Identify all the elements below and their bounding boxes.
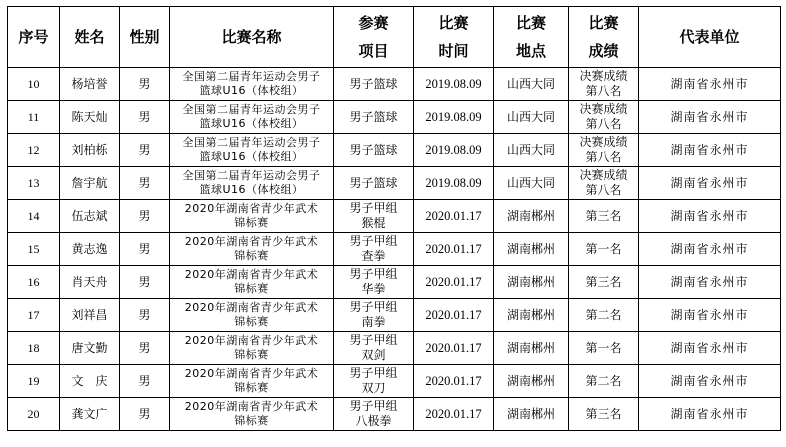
- cell-date: 2019.08.09: [414, 68, 494, 101]
- cell-name: 文 庆: [60, 365, 120, 398]
- cell-name: 杨培誉: [60, 68, 120, 101]
- cell-item: [334, 134, 414, 167]
- cell-result-line: 第八名: [585, 150, 622, 164]
- table-row: [8, 101, 781, 134]
- table-body: [8, 68, 781, 431]
- cell-date: 2019.08.09: [414, 134, 494, 167]
- cell-event-line: 锦标赛: [234, 249, 269, 262]
- cell-name: 黄志逸: [60, 233, 120, 266]
- cell-result: [569, 68, 639, 101]
- cell-date: 2020.01.17: [414, 398, 494, 431]
- cell-item-line: 男子甲组: [349, 201, 398, 215]
- cell-date: 2020.01.17: [414, 332, 494, 365]
- cell-unit: 湖南省永州市: [639, 299, 781, 332]
- header-label: 项目: [358, 42, 389, 60]
- cell-result: [569, 332, 639, 365]
- header-label: 成绩: [588, 42, 619, 60]
- cell-gender: 男: [120, 299, 170, 332]
- cell-result: [569, 167, 639, 200]
- cell-date: 2020.01.17: [414, 233, 494, 266]
- cell-event-line: 篮球U16（体校组）: [199, 183, 304, 196]
- cell-gender: 男: [120, 398, 170, 431]
- cell-no: 10: [8, 68, 60, 101]
- cell-result-line: 第八名: [585, 117, 622, 131]
- cell-gender: 男: [120, 68, 170, 101]
- cell-result: [569, 266, 639, 299]
- cell-event-line: 锦标赛: [234, 414, 269, 427]
- header-label: 地点: [515, 42, 546, 60]
- cell-item-line: 男子篮球: [349, 76, 398, 91]
- cell-result-line: 决赛成绩: [579, 135, 628, 149]
- cell-gender: 男: [120, 365, 170, 398]
- cell-event: [170, 200, 334, 233]
- cell-result: [569, 365, 639, 398]
- header-label: 时间: [438, 42, 469, 60]
- cell-event: [170, 266, 334, 299]
- cell-no: 19: [8, 365, 60, 398]
- cell-result-line: 第一名: [585, 241, 622, 256]
- table-row: [8, 398, 781, 431]
- cell-name: 詹宇航: [60, 167, 120, 200]
- cell-event-line: 锦标赛: [234, 282, 269, 295]
- cell-date: 2020.01.17: [414, 299, 494, 332]
- cell-item-line: 男子篮球: [349, 109, 398, 124]
- cell-item: [334, 200, 414, 233]
- cell-name: 龚文广: [60, 398, 120, 431]
- cell-item-line: 双刀: [361, 381, 386, 395]
- cell-event-line: 锦标赛: [234, 315, 269, 328]
- cell-event: [170, 365, 334, 398]
- cell-place: 山西大同: [494, 68, 569, 101]
- cell-gender: 男: [120, 332, 170, 365]
- table-row: [8, 266, 781, 299]
- table-row: [8, 68, 781, 101]
- cell-no: 14: [8, 200, 60, 233]
- cell-date: 2019.08.09: [414, 101, 494, 134]
- table-row: [8, 134, 781, 167]
- cell-item-line: 男子甲组: [349, 333, 398, 347]
- cell-item-line: 华拳: [361, 282, 386, 296]
- cell-event: [170, 233, 334, 266]
- cell-result-line: 第二名: [585, 373, 622, 388]
- cell-unit: 湖南省永州市: [639, 167, 781, 200]
- cell-unit: 湖南省永州市: [639, 398, 781, 431]
- cell-event: [170, 398, 334, 431]
- cell-event-line: 全国第二届青年运动会男子: [182, 169, 321, 182]
- cell-name: 刘祥昌: [60, 299, 120, 332]
- cell-date: 2020.01.17: [414, 200, 494, 233]
- cell-event: [170, 299, 334, 332]
- cell-item: [334, 101, 414, 134]
- cell-item: [334, 332, 414, 365]
- cell-event-line: 2020年湖南省青少年武术: [184, 301, 319, 314]
- cell-date: 2020.01.17: [414, 266, 494, 299]
- cell-place: 湖南郴州: [494, 200, 569, 233]
- cell-event-line: 全国第二届青年运动会男子: [182, 103, 321, 116]
- cell-result-line: 第二名: [585, 307, 622, 322]
- header-label: 比赛: [438, 14, 469, 32]
- cell-no: 18: [8, 332, 60, 365]
- cell-event-line: 锦标赛: [234, 381, 269, 394]
- cell-no: 17: [8, 299, 60, 332]
- cell-no: 20: [8, 398, 60, 431]
- cell-item: [334, 398, 414, 431]
- cell-event: [170, 332, 334, 365]
- cell-item: [334, 266, 414, 299]
- header-result: [569, 7, 639, 68]
- cell-item-line: 南拳: [361, 315, 386, 329]
- cell-no: 11: [8, 101, 60, 134]
- header-date: [414, 7, 494, 68]
- cell-date: 2019.08.09: [414, 167, 494, 200]
- cell-item-line: 男子篮球: [349, 175, 398, 190]
- cell-event: [170, 68, 334, 101]
- cell-result: [569, 233, 639, 266]
- cell-item-line: 男子甲组: [349, 399, 398, 413]
- cell-result: [569, 101, 639, 134]
- cell-result-line: 第八名: [585, 84, 622, 98]
- header-gender: [120, 7, 170, 68]
- cell-no: 12: [8, 134, 60, 167]
- cell-name: 伍志斌: [60, 200, 120, 233]
- header-unit: [639, 7, 781, 68]
- cell-place: 湖南郴州: [494, 233, 569, 266]
- cell-event-line: 2020年湖南省青少年武术: [184, 202, 319, 215]
- cell-item-line: 男子甲组: [349, 300, 398, 314]
- header-place: [494, 7, 569, 68]
- cell-place: 湖南郴州: [494, 266, 569, 299]
- cell-gender: 男: [120, 167, 170, 200]
- results-table: [7, 6, 781, 431]
- cell-item-line: 男子甲组: [349, 366, 398, 380]
- cell-item-line: 猴棍: [361, 216, 386, 230]
- cell-result-line: 第八名: [585, 183, 622, 197]
- cell-item-line: 查拳: [361, 249, 386, 263]
- cell-result: [569, 398, 639, 431]
- table-row: [8, 365, 781, 398]
- cell-gender: 男: [120, 101, 170, 134]
- cell-event-line: 锦标赛: [234, 216, 269, 229]
- cell-result: [569, 134, 639, 167]
- cell-place: 湖南郴州: [494, 299, 569, 332]
- cell-unit: 湖南省永州市: [639, 332, 781, 365]
- header-label: 参赛: [358, 14, 389, 32]
- cell-result-line: 决赛成绩: [579, 102, 628, 116]
- cell-unit: 湖南省永州市: [639, 365, 781, 398]
- cell-name: 唐文勤: [60, 332, 120, 365]
- cell-place: 山西大同: [494, 134, 569, 167]
- cell-item: [334, 233, 414, 266]
- cell-gender: 男: [120, 233, 170, 266]
- table-row: [8, 200, 781, 233]
- header-label: 姓名: [74, 28, 105, 46]
- cell-event-line: 全国第二届青年运动会男子: [182, 136, 321, 149]
- cell-name: 陈天灿: [60, 101, 120, 134]
- cell-result-line: 决赛成绩: [579, 168, 628, 182]
- header-label: 性别: [129, 28, 160, 46]
- header-label: 比赛: [515, 14, 546, 32]
- cell-place: 湖南郴州: [494, 398, 569, 431]
- cell-event-line: 2020年湖南省青少年武术: [184, 334, 319, 347]
- cell-place: 山西大同: [494, 167, 569, 200]
- header-name: [60, 7, 120, 68]
- header-item: [334, 7, 414, 68]
- cell-unit: 湖南省永州市: [639, 134, 781, 167]
- cell-event-line: 2020年湖南省青少年武术: [184, 367, 319, 380]
- header-event: [170, 7, 334, 68]
- cell-no: 13: [8, 167, 60, 200]
- table-row: [8, 167, 781, 200]
- cell-unit: 湖南省永州市: [639, 233, 781, 266]
- cell-item: [334, 167, 414, 200]
- cell-unit: 湖南省永州市: [639, 101, 781, 134]
- cell-event-line: 全国第二届青年运动会男子: [182, 70, 321, 83]
- cell-item-line: 八极拳: [355, 414, 392, 428]
- cell-name: 刘柏栎: [60, 134, 120, 167]
- table-row: [8, 332, 781, 365]
- cell-event-line: 2020年湖南省青少年武术: [184, 268, 319, 281]
- cell-event: [170, 134, 334, 167]
- cell-result-line: 第三名: [585, 208, 622, 223]
- cell-event-line: 篮球U16（体校组）: [199, 150, 304, 163]
- header-no: [8, 7, 60, 68]
- cell-event-line: 2020年湖南省青少年武术: [184, 235, 319, 248]
- cell-no: 16: [8, 266, 60, 299]
- cell-result: [569, 200, 639, 233]
- cell-item: [334, 299, 414, 332]
- cell-event-line: 锦标赛: [234, 348, 269, 361]
- cell-result-line: 决赛成绩: [579, 69, 628, 83]
- cell-no: 15: [8, 233, 60, 266]
- cell-place: 湖南郴州: [494, 332, 569, 365]
- header-label: 序号: [18, 28, 49, 46]
- header-label: 比赛: [588, 14, 619, 32]
- cell-unit: 湖南省永州市: [639, 68, 781, 101]
- cell-result-line: 第一名: [585, 340, 622, 355]
- cell-event-line: 2020年湖南省青少年武术: [184, 400, 319, 413]
- cell-unit: 湖南省永州市: [639, 266, 781, 299]
- cell-name: 肖天舟: [60, 266, 120, 299]
- cell-item: [334, 68, 414, 101]
- cell-event: [170, 167, 334, 200]
- cell-event: [170, 101, 334, 134]
- cell-event-line: 篮球U16（体校组）: [199, 84, 304, 97]
- cell-place: 山西大同: [494, 101, 569, 134]
- cell-gender: 男: [120, 200, 170, 233]
- cell-item-line: 男子甲组: [349, 234, 398, 248]
- cell-result: [569, 299, 639, 332]
- cell-unit: 湖南省永州市: [639, 200, 781, 233]
- cell-place: 湖南郴州: [494, 365, 569, 398]
- cell-item: [334, 365, 414, 398]
- cell-result-line: 第三名: [585, 274, 622, 289]
- cell-item-line: 男子篮球: [349, 142, 398, 157]
- cell-event-line: 篮球U16（体校组）: [199, 117, 304, 130]
- cell-gender: 男: [120, 134, 170, 167]
- header-label: 代表单位: [679, 28, 740, 46]
- header-row: [8, 7, 781, 68]
- cell-result-line: 第三名: [585, 406, 622, 421]
- cell-date: 2020.01.17: [414, 365, 494, 398]
- header-label: 比赛名称: [221, 28, 282, 46]
- table-row: [8, 299, 781, 332]
- cell-item-line: 双剑: [361, 348, 386, 362]
- cell-item-line: 男子甲组: [349, 267, 398, 281]
- table-row: [8, 233, 781, 266]
- cell-gender: 男: [120, 266, 170, 299]
